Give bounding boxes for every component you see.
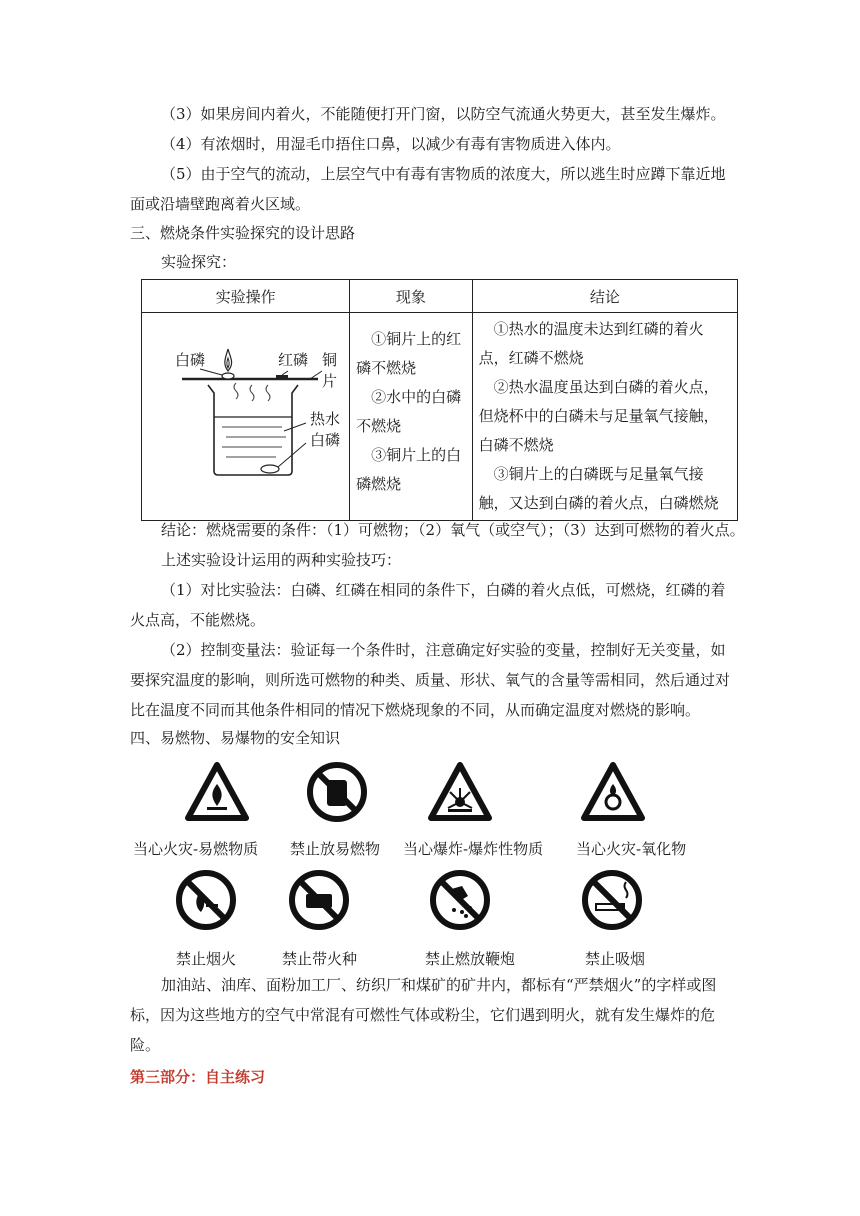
header-operation: 实验操作 — [142, 280, 350, 313]
experiment-diagram-cell — [142, 313, 350, 521]
paragraph-5-line2: 面或沿墙壁跑离着火区域。 — [130, 195, 311, 213]
observation-3: ③铜片上的白磷燃烧 — [356, 446, 462, 493]
no-flammables-icon — [305, 760, 369, 824]
no-open-flame-icon — [174, 868, 238, 932]
conclusions-cell — [472, 313, 737, 521]
no-firecrackers-icon — [428, 868, 492, 932]
sign-label-warning-explosive: 当心爆炸-爆炸性物质 — [403, 840, 544, 858]
sign-label-no-open-flame: 禁止烟火 — [176, 950, 237, 968]
conclusion-1: ①热水的温度未达到红磷的着火点，红磷不燃烧 — [478, 320, 704, 367]
header-phenomenon: 现象 — [350, 280, 472, 313]
closing-paragraph: 加油站、油库、面粉加工厂、纺织厂和煤矿的矿井内，都标有“严禁烟火”的字样或图标，因为这些地方的空气中常混有可燃性气体或粉尘，它们遇到明火，就有发生爆炸的危险。 — [130, 976, 717, 1054]
header-conclusion: 结论 — [472, 280, 737, 313]
steam-line — [266, 385, 270, 401]
white-phosphorus-top-shape — [222, 373, 234, 379]
section-3-heading: 三、燃烧条件实验探究的设计思路 — [130, 224, 356, 242]
table-header-row — [142, 280, 738, 313]
section-4-heading: 四、易燃物、易爆物的安全知识 — [130, 729, 341, 747]
sign-label-warning-oxidizer: 当心火灾-氧化物 — [576, 840, 687, 858]
part-3-heading: 第三部分：自主练习 — [130, 1068, 266, 1086]
conclusion-2: ②热水温度虽达到白磷的着火点，但烧杯中的白磷未与足量氧气接触，白磷不燃烧 — [478, 378, 719, 454]
steam-line — [234, 383, 238, 399]
no-kindling-icon — [287, 868, 351, 932]
observations-cell — [350, 313, 472, 521]
sign-label-no-kindling: 禁止带火种 — [282, 950, 358, 968]
warning-oxidizer-icon — [581, 762, 645, 822]
paragraph-4: （4）有浓烟时，用湿毛巾捂住口鼻，以减少有毒有害物质进入体内。 — [161, 135, 621, 153]
technique-1: （1）对比实验法：白磷、红磷在相同的条件下，白磷的着火点低，可燃烧，红磷的着火点高，不能燃烧。 — [130, 581, 726, 629]
warning-flammable-icon — [185, 762, 249, 822]
technique-2: （2）控制变量法：验证每一个条件时，注意确定好实验的变量，控制好无关变量，如要探究温度的影响，则所选可燃物的种类、质量、形状、氧气的含量等需相同，然后通过对比在温度不同而其他条件相同的情况下燃烧现象的不同，从而确定温度对燃烧的影响。 — [130, 641, 731, 719]
observation-2: ②水中的白磷不燃烧 — [356, 388, 462, 435]
paragraph-5-line1: （5）由于空气的流动，上层空气中有毒有害物质的浓度大，所以逃生时应蹲下靠近地 — [161, 165, 726, 183]
pointer-line — [284, 423, 306, 431]
white-phosphorus-bottom-shape — [261, 465, 279, 473]
sign-label-warning-flammable: 当心火灾-易燃物质 — [133, 840, 259, 858]
techniques-intro: 上述实验设计运用的两种实验技巧： — [161, 551, 402, 569]
paragraph-3: （3）如果房间内着火，不能随便打开门窗，以防空气流通火势更大，甚至发生爆炸。 — [161, 105, 726, 123]
pointer-line — [282, 371, 288, 375]
conclusion-3: ③铜片上的白磷既与足量氧气接触，又达到白磷的着火点，白磷燃烧 — [478, 465, 719, 512]
inner-flame-shape — [227, 358, 229, 368]
conclusion-line: 结论：燃烧需要的条件：（1）可燃物；（2）氧气（或空气）；（3）达到可燃物的着火点。 — [161, 521, 745, 539]
sign-label-no-flammables: 禁止放易燃物 — [290, 840, 381, 858]
sign-label-no-smoking: 禁止吸烟 — [585, 950, 646, 968]
observation-1: ①铜片上的红磷不燃烧 — [356, 330, 462, 377]
steam-line — [250, 385, 254, 401]
label-white-phosphorus-bottom: 白磷 — [310, 431, 341, 449]
label-red-phosphorus: 红磷 — [278, 351, 309, 369]
label-white-phosphorus-top: 白磷 — [175, 351, 206, 369]
no-smoking-icon — [580, 868, 644, 932]
label-copper-plate: 铜片 — [322, 351, 338, 390]
experiment-table — [141, 279, 738, 521]
table-row — [142, 313, 738, 521]
sign-label-no-firecrackers: 禁止燃放鞭炮 — [425, 950, 516, 968]
experiment-intro: 实验探究： — [161, 253, 237, 271]
red-phosphorus-shape — [276, 375, 288, 379]
label-hot-water: 热水 — [310, 410, 341, 428]
warning-explosive-icon — [428, 762, 492, 822]
